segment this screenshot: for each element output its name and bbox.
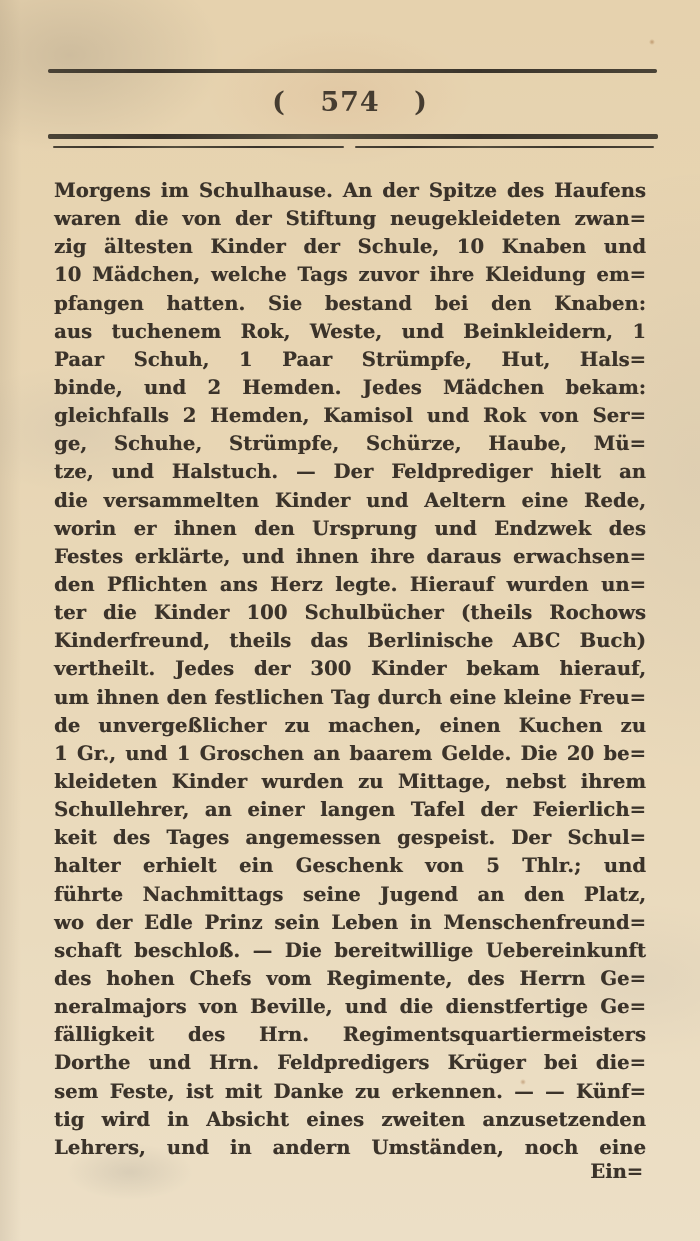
text-line: fälligkeit des Hrn. Regimentsquartiermeisters [54, 1023, 646, 1047]
text-line: führte Nachmittags seine Jugend an den Platz, [54, 882, 646, 906]
text-line: Dorthe und Hrn. Feldpredigers Krüger bei die= [54, 1051, 646, 1075]
catchword: Ein= [590, 1160, 643, 1183]
text-line: des hohen Chefs vom Regimente, des Herrn Ge= [54, 966, 646, 990]
header-top-rule [48, 69, 657, 73]
text-line: binde, und 2 Hemden. Jedes Mädchen bekam: [54, 375, 646, 399]
text-line: tze, und Halstuch. — Der Feldprediger hielt an [54, 460, 646, 484]
text-line: Morgens im Schulhause. An der Spitze des Haufens [54, 179, 646, 202]
text-line: Lehrers, und in andern Umständen, noch eine [54, 1135, 646, 1159]
text-line: Paar Schuh, 1 Paar Strümpfe, Hut, Hals= [54, 347, 646, 371]
text-line: neralmajors von Beville, und die dienstfertige Ge= [54, 995, 646, 1019]
text-line: kleideten Kinder wurden zu Mittage, nebst ihrem [54, 769, 646, 793]
text-line: halter erhielt ein Geschenk von 5 Thlr.; und [54, 854, 646, 878]
text-line: um ihnen den festlichen Tag durch eine kleine Freu= [54, 685, 646, 709]
body-text [54, 177, 646, 1162]
text-line: den Pflichten ans Herz legte. Hierauf wurden un= [54, 572, 646, 596]
text-line: de unvergeßlicher zu machen, einen Kuchen zu [54, 713, 646, 737]
text-line: die versammelten Kinder und Aeltern eine Rede, [54, 488, 646, 512]
text-line: Kinderfreund, theils das Berlinische ABC Buch) [54, 629, 646, 653]
text-line: sem Feste, ist mit Danke zu erkennen. — — Künf= [54, 1079, 646, 1103]
header-double-rule-thin-right [355, 146, 654, 148]
text-line: keit des Tages angemessen gespeist. Der Schul= [54, 826, 646, 850]
text-line: 1 Gr., und 1 Groschen an baarem Gelde. Die 20 be= [54, 741, 646, 765]
text-line: worin er ihnen den Ursprung und Endzwek des [54, 516, 646, 540]
header-double-rule-thick [48, 134, 658, 139]
text-line: Schullehrer, an einer langen Tafel der Feierlich= [54, 798, 646, 822]
text-line: wo der Edle Prinz sein Leben in Menschenfreund= [54, 910, 646, 934]
text-line: schaft beschloß. — Die bereitwillige Uebereinkunft [54, 938, 646, 962]
text-line: gleichfalls 2 Hemden, Kamisol und Rok von Ser= [54, 404, 646, 428]
text-line: 10 Mädchen, welche Tags zuvor ihre Kleidung em= [54, 263, 646, 287]
text-line: ge, Schuhe, Strümpfe, Schürze, Haube, Mü= [54, 432, 646, 456]
text-line: aus tuchenem Rok, Weste, und Beinkleidern, 1 [54, 319, 646, 343]
text-line: zig ältesten Kinder der Schule, 10 Knaben und [54, 235, 646, 259]
text-line: waren die von der Stiftung neugekleideten zwan= [54, 207, 646, 231]
text-line: Festes erklärte, und ihnen ihre daraus erwachsen= [54, 544, 646, 568]
text-line: pfangen hatten. Sie bestand bei den Knaben: [54, 291, 646, 315]
text-line: tig wird in Absicht eines zweiten anzusetzenden [54, 1107, 646, 1131]
text-line: vertheilt. Jedes der 300 Kinder bekam hierauf, [54, 657, 646, 681]
text-line: ter die Kinder 100 Schulbücher (theils Rochows [54, 601, 646, 625]
page-number: ( 574 ) [272, 87, 428, 118]
header-double-rule-thin-left [53, 146, 344, 148]
